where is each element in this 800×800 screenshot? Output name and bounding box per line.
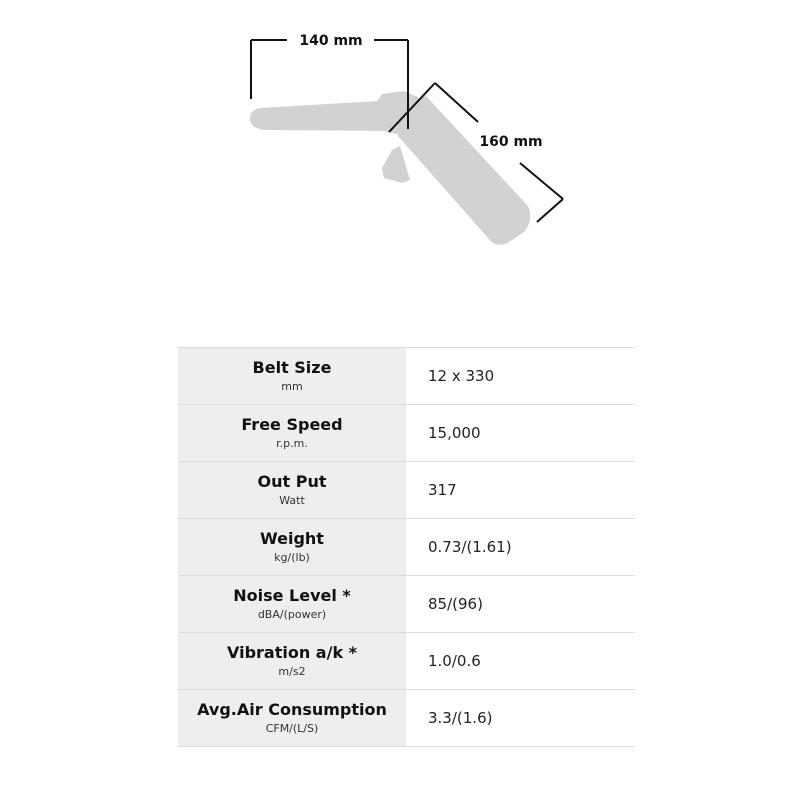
spec-unit: r.p.m. <box>276 437 308 450</box>
spec-name: Avg.Air Consumption <box>197 700 387 719</box>
spec-value: 0.73/(1.61) <box>406 519 635 576</box>
spec-label-cell <box>178 576 406 633</box>
belt-sander-silhouette <box>250 91 530 245</box>
spec-unit: dBA/(power) <box>257 608 327 621</box>
length-dimension-label: 160 mm <box>479 134 543 150</box>
spec-unit: kg/(lb) <box>274 551 310 564</box>
spec-name: Out Put <box>257 472 327 491</box>
spec-row-vibration <box>178 633 635 690</box>
spec-label-cell <box>178 462 406 519</box>
spec-label-cell <box>178 519 406 576</box>
spec-row-free-speed <box>178 405 635 462</box>
spec-name: Belt Size <box>252 358 332 377</box>
spec-value: 15,000 <box>406 405 635 462</box>
spec-table <box>178 347 635 747</box>
spec-label-cell <box>178 633 406 690</box>
spec-label-cell <box>178 690 406 747</box>
spec-name: Noise Level * <box>233 586 351 605</box>
spec-value: 12 x 330 <box>406 348 635 405</box>
spec-row-air-consumption <box>178 690 635 747</box>
spec-row-weight <box>178 519 635 576</box>
spec-value: 1.0/0.6 <box>406 633 635 690</box>
spec-value: 3.3/(1.6) <box>406 690 635 747</box>
spec-row-output <box>178 462 635 519</box>
spec-row-noise-level <box>178 576 635 633</box>
spec-label-cell <box>178 405 406 462</box>
spec-unit: m/s2 <box>278 665 306 678</box>
spec-unit: Watt <box>279 494 305 507</box>
spec-row-belt-size <box>178 348 635 405</box>
spec-unit: mm <box>281 380 303 393</box>
tool-dimension-diagram <box>0 0 800 300</box>
spec-value: 317 <box>406 462 635 519</box>
spec-name: Vibration a/k * <box>226 643 358 662</box>
spec-label-cell <box>178 348 406 405</box>
spec-unit: CFM/(L/S) <box>265 722 319 735</box>
spec-name: Free Speed <box>241 415 343 434</box>
spec-value: 85/(96) <box>406 576 635 633</box>
width-dimension-label: 140 mm <box>299 33 363 49</box>
spec-name: Weight <box>260 529 324 548</box>
